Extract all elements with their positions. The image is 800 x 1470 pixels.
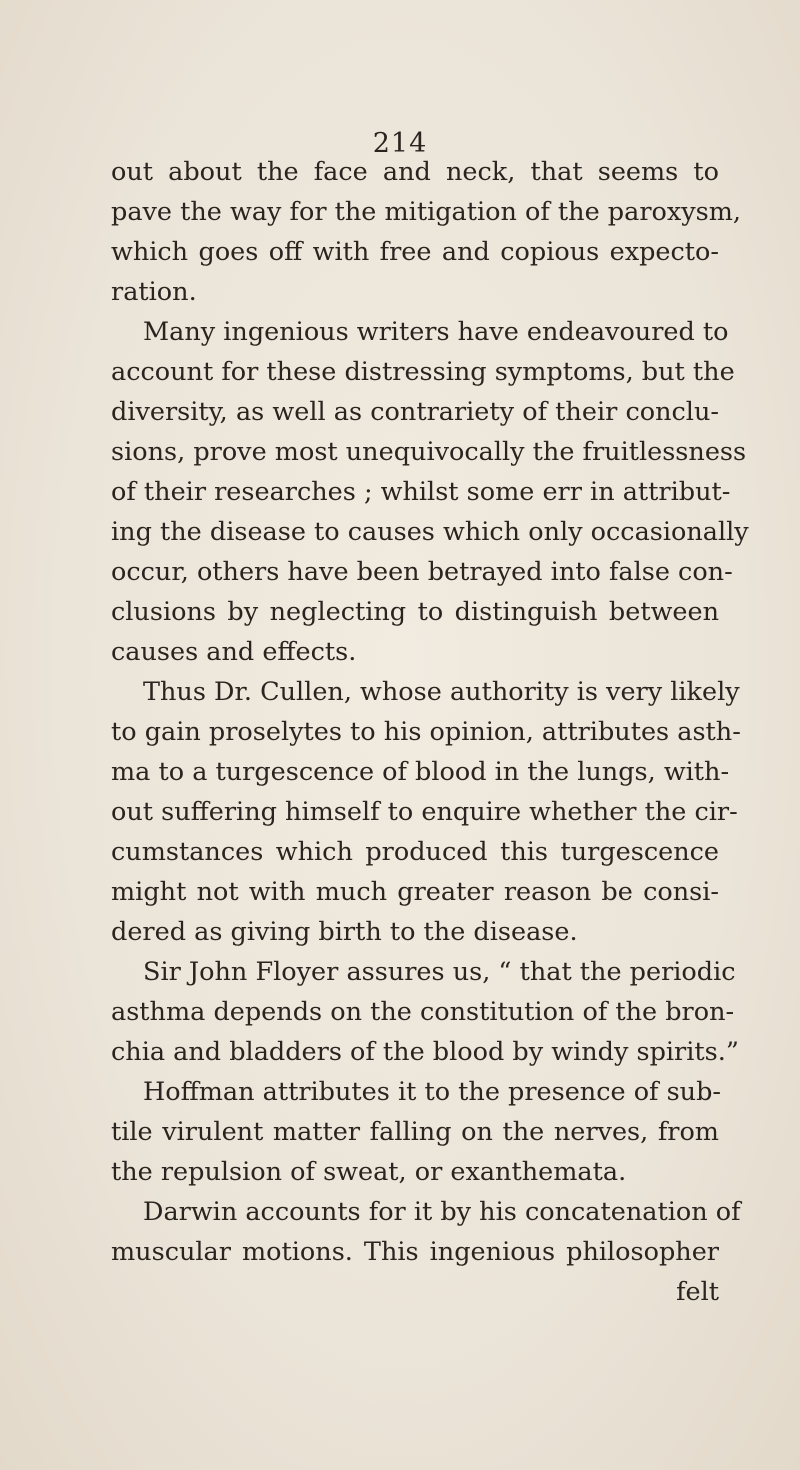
text-line: Sir John Floyer assures us, “ that the periodic	[143, 957, 736, 987]
text-line: causes and effects.	[111, 637, 357, 667]
text-line: clusions by neglecting to distinguish between	[111, 597, 719, 627]
text-line: sions, prove most unequivocally the fruitlessness	[111, 437, 747, 467]
text-line: tile virulent matter falling on the nerves, from	[111, 1117, 719, 1147]
text-line: Many ingenious writers have endeavoured to	[143, 317, 729, 347]
text-line: out suffering himself to enquire whether the cir-	[111, 797, 738, 827]
text-line: Darwin accounts for it by his concatenation of	[143, 1197, 741, 1227]
text-line: might not with much greater reason be consi-	[111, 877, 719, 907]
text-line: ma to a turgescence of blood in the lungs, with-	[111, 757, 730, 787]
text-line: cumstances which produced this turgescence	[111, 837, 719, 867]
text-line: Thus Dr. Cullen, whose authority is very likely	[143, 677, 740, 707]
text-line: of their researches ; whilst some err in attribut-	[111, 477, 731, 507]
text-line: chia and bladders of the blood by windy spirits.”	[111, 1037, 739, 1067]
text-line: diversity, as well as contrariety of their conclu-	[111, 397, 719, 427]
text-line: to gain proselytes to his opinion, attributes asth-	[111, 717, 741, 747]
text-line: ration.	[111, 277, 197, 307]
text-line: dered as giving birth to the disease.	[111, 917, 578, 947]
text-line: pave the way for the mitigation of the paroxysm,	[111, 197, 742, 227]
catchword: felt	[676, 1277, 719, 1307]
text-line: which goes off with free and copious expecto-	[111, 237, 719, 267]
text-line: occur, others have been betrayed into false con-	[111, 557, 733, 587]
text-line: account for these distressing symptoms, but the	[111, 357, 735, 387]
text-line: ing the disease to causes which only occasionally	[111, 517, 749, 547]
text-line: asthma depends on the constitution of the bron-	[111, 997, 735, 1027]
page-number: 214	[372, 128, 428, 159]
body-text	[111, 152, 749, 1312]
text-line: Hoffman attributes it to the presence of sub-	[143, 1077, 722, 1107]
text-line: out about the face and neck, that seems to	[111, 157, 719, 187]
text-line: muscular motions. This ingenious philosopher	[111, 1237, 719, 1267]
text-line: the repulsion of sweat, or exanthemata.	[111, 1157, 627, 1187]
